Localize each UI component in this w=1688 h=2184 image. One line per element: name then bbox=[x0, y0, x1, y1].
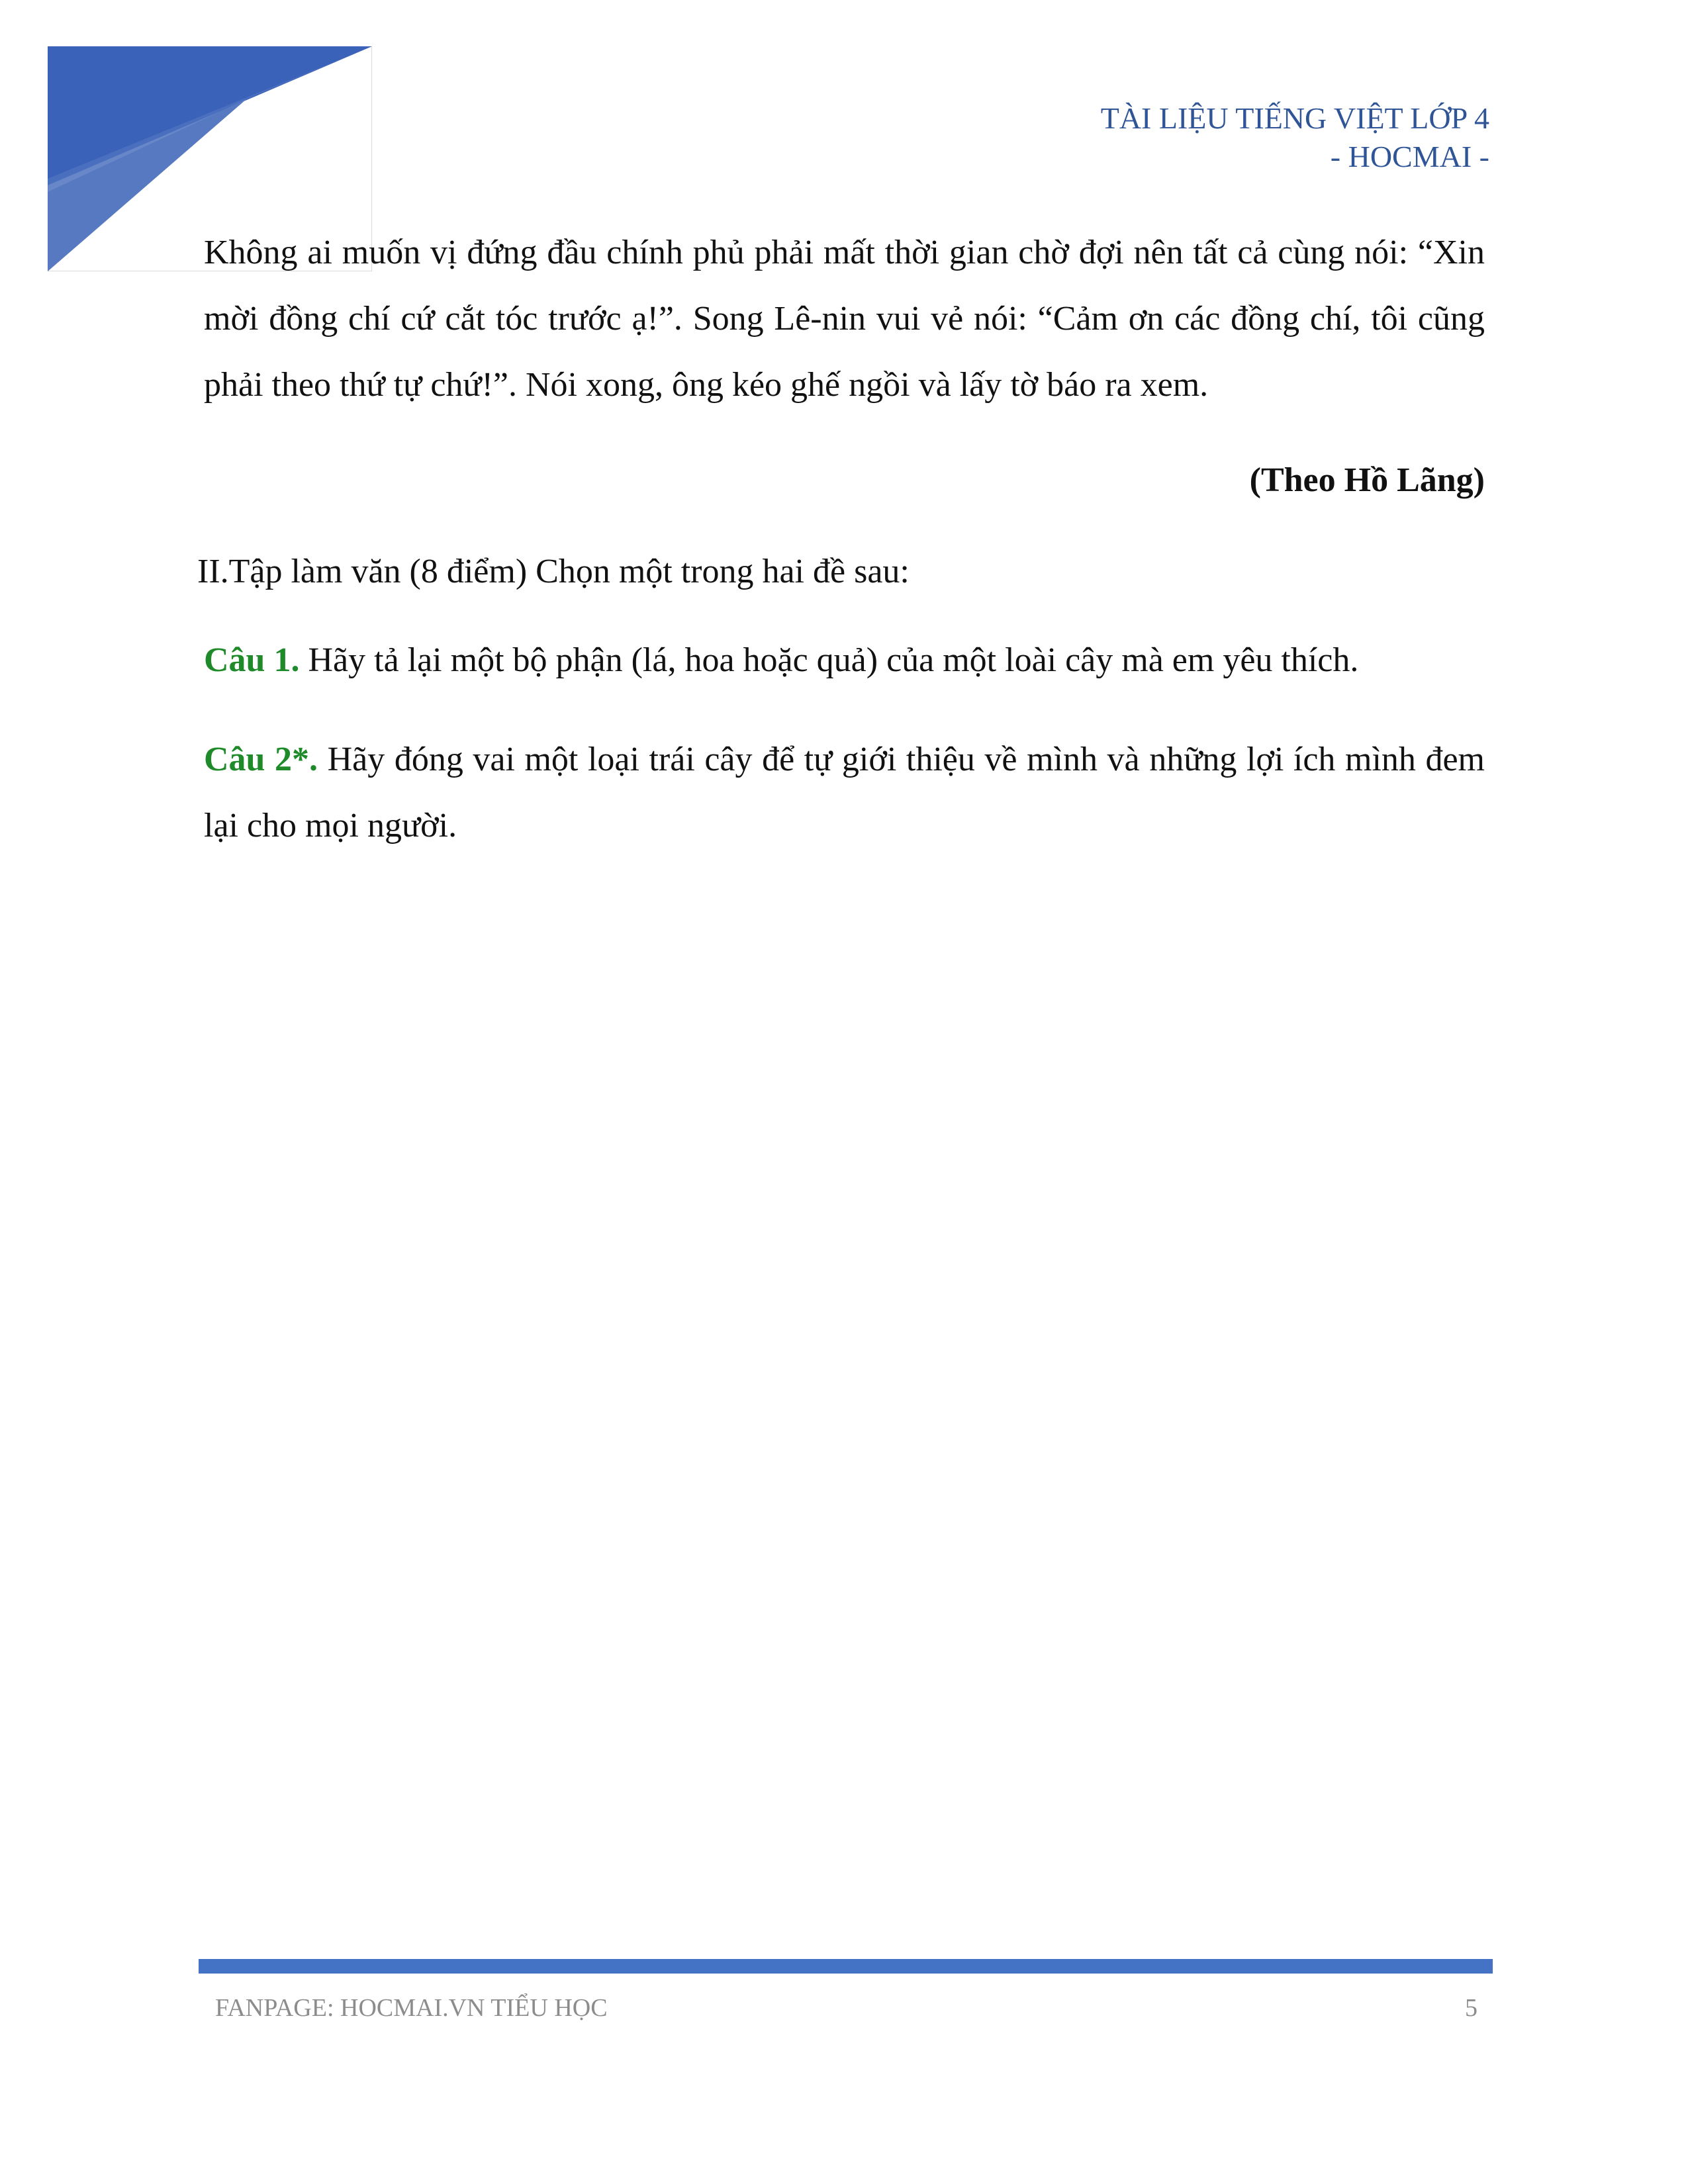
header-subtitle: - HOCMAI - bbox=[1330, 140, 1489, 173]
footer-divider bbox=[199, 1959, 1493, 1974]
story-paragraph: Không ai muốn vị đứng đầu chính phủ phải mất thời gian chờ đợi nên tất cả cùng nói: “Xin mời đồng chí cứ cắt tóc trước ạ!”. Song Lê-nin vui vẻ nói: “Cảm ơn các đồng chí, tôi cũng phải theo thứ tự chứ!”. Nói xong, ông kéo ghế ngồi và lấy tờ báo ra xem. bbox=[204, 234, 1485, 404]
question-1-text: Hãy tả lại một bộ phận (lá, hoa hoặc quả) của một loài cây mà em yêu thích. bbox=[299, 641, 1359, 679]
footer-fanpage: FANPAGE: HOCMAI.VN TIỂU HỌC bbox=[215, 1994, 608, 2022]
page-number: 5 bbox=[1465, 1994, 1477, 2022]
story-source: (Theo Hồ Lãng) bbox=[1249, 461, 1485, 499]
question-1-label: Câu 1. bbox=[204, 641, 300, 679]
section-heading: II.Tập làm văn (8 điểm) Chọn một trong hai đề sau: bbox=[197, 553, 910, 590]
header-title: TÀI LIỆU TIẾNG VIỆT LỚP 4 bbox=[1100, 101, 1489, 135]
document-header bbox=[1101, 99, 1489, 176]
document-body bbox=[197, 220, 1485, 859]
question-2-text: Hãy đóng vai một loại trái cây để tự giới thiệu về mình và những lợi ích mình đem lại cho mọi người. bbox=[204, 741, 1485, 844]
question-2 bbox=[204, 727, 1485, 859]
question-1 bbox=[204, 627, 1485, 694]
question-2-label: Câu 2*. bbox=[204, 741, 318, 778]
